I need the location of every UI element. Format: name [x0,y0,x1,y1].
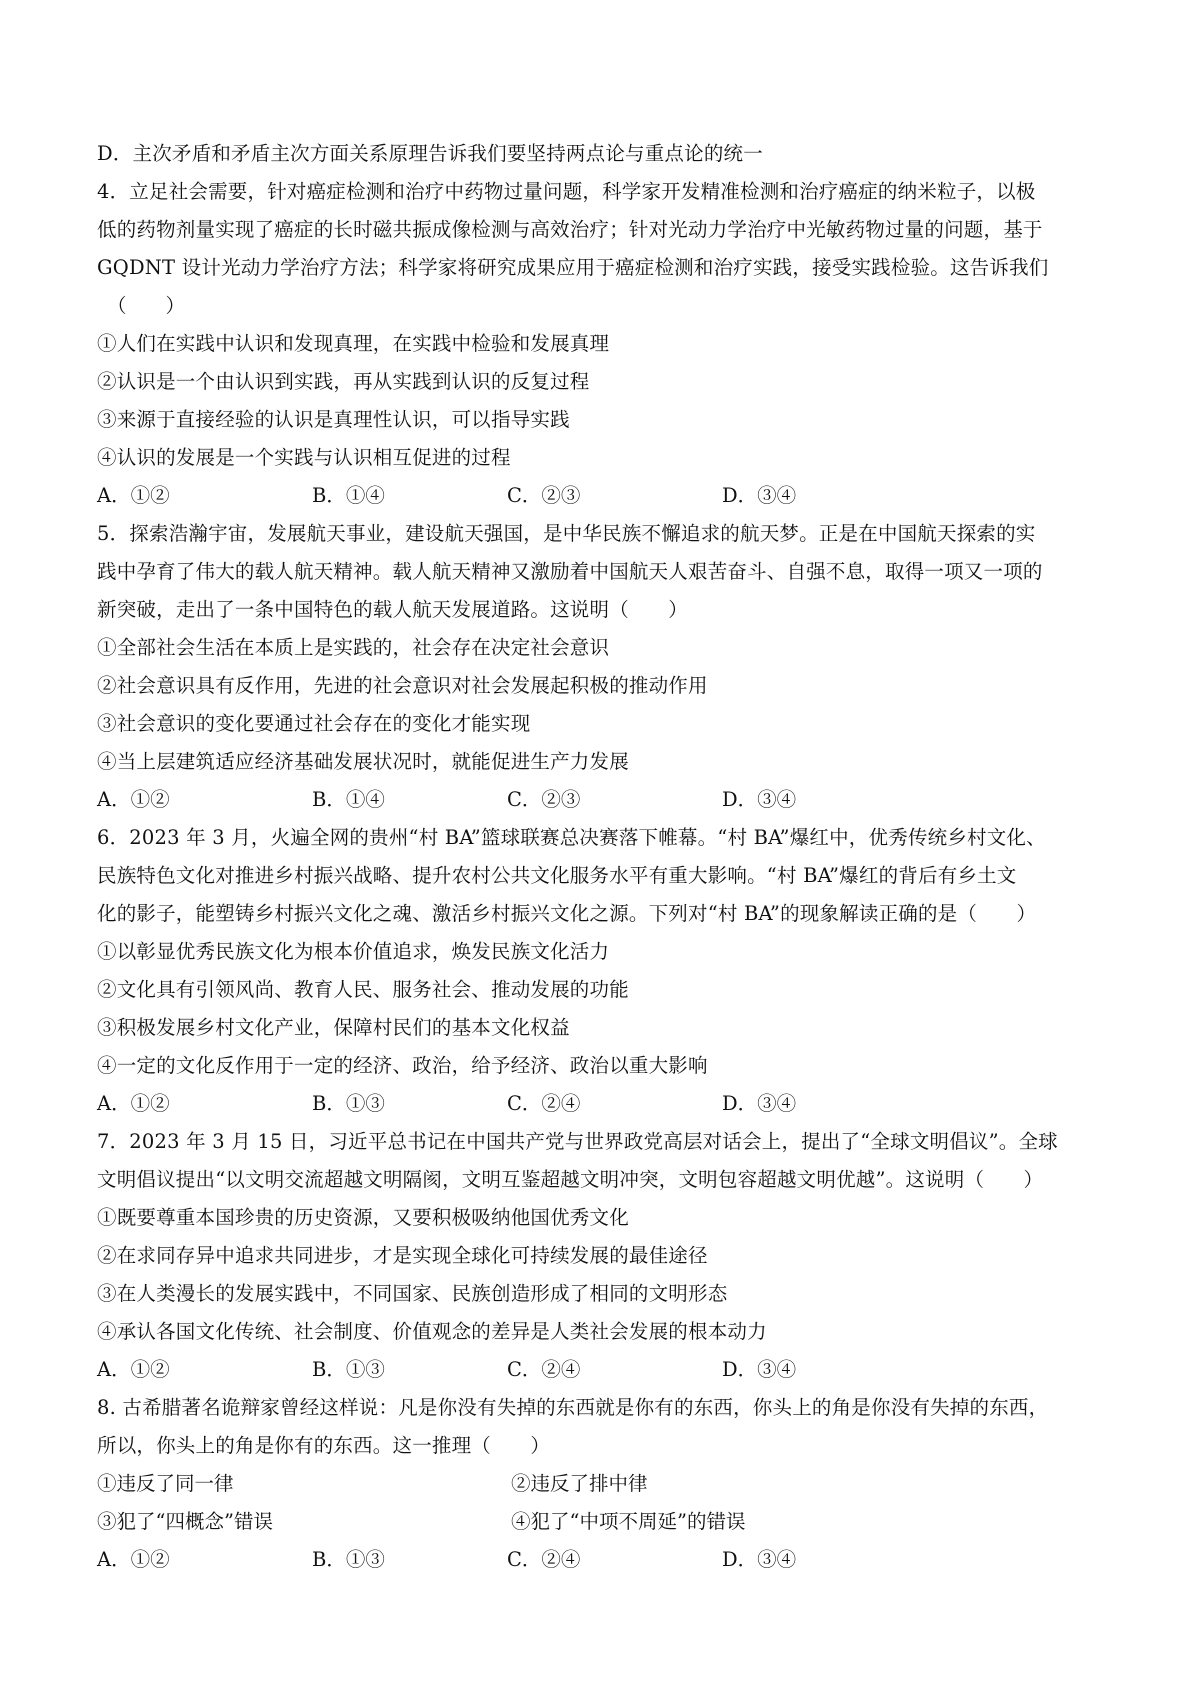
q4-statement-2: ②认识是一个由认识到实践，再从实践到认识的反复过程 [97,370,590,393]
q8-statements-row-1 [97,1465,1117,1503]
q8-statement-1: ①违反了同一律 [97,1472,234,1495]
q5-choice-a: A．①② [97,788,170,811]
q4-statement-3: ③来源于直接经验的认识是真理性认识，可以指导实践 [97,408,570,431]
q8-choices [97,1541,1117,1579]
q5-statement-4: ④当上层建筑适应经济基础发展状况时，就能促进生产力发展 [97,750,629,773]
q8-statement-2: ②违反了排中律 [511,1472,648,1495]
q5-stem-line-3: 新突破，走出了一条中国特色的载人航天发展道路。这说明（ ） [97,598,689,621]
q7-statement-1: ①既要尊重本国珍贵的历史资源，又要积极吸纳他国优秀文化 [97,1206,629,1229]
q7-choices [97,1351,1117,1389]
q8-statement-3: ③犯了“四概念”错误 [97,1510,273,1533]
q4-choices [97,477,1117,515]
question-8 [97,1389,1117,1579]
q6-statement-3: ③积极发展乡村文化产业，保障村民们的基本文化权益 [97,1016,570,1039]
q5-statement-3: ③社会意识的变化要通过社会存在的变化才能实现 [97,712,531,735]
question-5 [97,515,1117,819]
q3-option-d: D．主次矛盾和矛盾主次方面关系原理告诉我们要坚持两点论与重点论的统一 [97,142,763,165]
question-7 [97,1123,1117,1389]
q4-stem-line-2: 低的药物剂量实现了癌症的长时磁共振成像检测与高效治疗；针对光动力学治疗中光敏药物过量的问题，基于 [97,218,1043,241]
q4-statement-4: ④认识的发展是一个实践与认识相互促进的过程 [97,446,511,469]
q8-statement-4: ④犯了“中项不周延”的错误 [511,1510,746,1533]
q6-stem-line-3: 化的影子，能塑铸乡村振兴文化之魂、激活乡村振兴文化之源。下列对“村 BA”的现象解读正确的是（ ） [97,902,1037,925]
q6-statement-4: ④一定的文化反作用于一定的经济、政治，给予经济、政治以重大影响 [97,1054,708,1077]
q5-stem-line-2: 践中孕育了伟大的载人航天精神。载人航天精神又激励着中国航天人艰苦奋斗、自强不息，取得一项又一项的 [97,560,1043,583]
q4-choice-a: A．①② [97,484,170,507]
q6-statement-2: ②文化具有引领风尚、教育人民、服务社会、推动发展的功能 [97,978,629,1001]
q8-statements-row-2 [97,1503,1117,1541]
q6-choice-d: D．③④ [722,1092,797,1115]
q4-statement-1: ①人们在实践中认识和发现真理，在实践中检验和发展真理 [97,332,610,355]
q8-stem-line-2: 所以，你头上的角是你有的东西。这一推理（ ） [97,1434,551,1457]
q7-statement-3: ③在人类漫长的发展实践中，不同国家、民族创造形成了相同的文明形态 [97,1282,728,1305]
q4-choice-b: B．①④ [312,484,385,507]
question-4 [97,173,1117,515]
q5-choice-d: D．③④ [722,788,797,811]
exam-page [97,135,1117,1579]
q6-statement-1: ①以彰显优秀民族文化为根本价值追求，焕发民族文化活力 [97,940,610,963]
q7-statement-2: ②在求同存异中追求共同进步，才是实现全球化可持续发展的最佳途径 [97,1244,708,1267]
q7-choice-b: B．①③ [312,1358,385,1381]
q6-choice-b: B．①③ [312,1092,385,1115]
q5-choices [97,781,1117,819]
q5-statement-2: ②社会意识具有反作用，先进的社会意识对社会发展起积极的推动作用 [97,674,708,697]
q7-stem-line-1: 7．2023 年 3 月 15 日，习近平总书记在中国共产党与世界政党高层对话会上，提出了“全球文明倡议”。全球 [97,1130,1058,1153]
q7-choice-a: A．①② [97,1358,170,1381]
question-6 [97,819,1117,1123]
q6-choice-a: A．①② [97,1092,170,1115]
q5-choice-c: C．②③ [507,788,581,811]
q4-stem-line-1: 4．立足社会需要，针对癌症检测和治疗中药物过量问题，科学家开发精准检测和治疗癌症的纳米粒子，以极 [97,180,1036,203]
q7-stem-line-2: 文明倡议提出“以文明交流超越文明隔阂，文明互鉴超越文明冲突，文明包容超越文明优越”。这说明（ ） [97,1168,1044,1191]
q4-stem-line-3: GQDNT 设计光动力学治疗方法；科学家将研究成果应用于癌症检测和治疗实践，接受实践检验。这告诉我们 [97,256,1049,279]
q4-choice-d: D．③④ [722,484,797,507]
q5-statement-1: ①全部社会生活在本质上是实践的，社会存在决定社会意识 [97,636,610,659]
q4-choice-c: C．②③ [507,484,581,507]
q4-answer-blank: （ ） [107,294,186,317]
q8-choice-d: D．③④ [722,1548,797,1571]
q7-statement-4: ④承认各国文化传统、社会制度、价值观念的差异是人类社会发展的根本动力 [97,1320,767,1343]
q6-stem-line-2: 民族特色文化对推进乡村振兴战略、提升农村公共文化服务水平有重大影响。“村 BA”爆红的背后有乡土文 [97,864,1017,887]
q7-choice-c: C．②④ [507,1358,581,1381]
q6-choices [97,1085,1117,1123]
q6-choice-c: C．②④ [507,1092,581,1115]
q6-stem-line-1: 6．2023 年 3 月，火遍全网的贵州“村 BA”篮球联赛总决赛落下帷幕。“村 BA”爆红中，优秀传统乡村文化、 [97,826,1046,849]
q8-choice-a: A．①② [97,1548,170,1571]
q8-choice-b: B．①③ [312,1548,385,1571]
q7-choice-d: D．③④ [722,1358,797,1381]
q5-choice-b: B．①④ [312,788,385,811]
q8-choice-c: C．②④ [507,1548,581,1571]
q8-stem-line-1: 8. 古希腊著名诡辩家曾经这样说：凡是你没有失掉的东西就是你有的东西，你头上的角是你没有失掉的东西， [97,1396,1049,1419]
q5-stem-line-1: 5．探索浩瀚宇宙，发展航天事业，建设航天强国，是中华民族不懈追求的航天梦。正是在中国航天探索的实 [97,522,1036,545]
